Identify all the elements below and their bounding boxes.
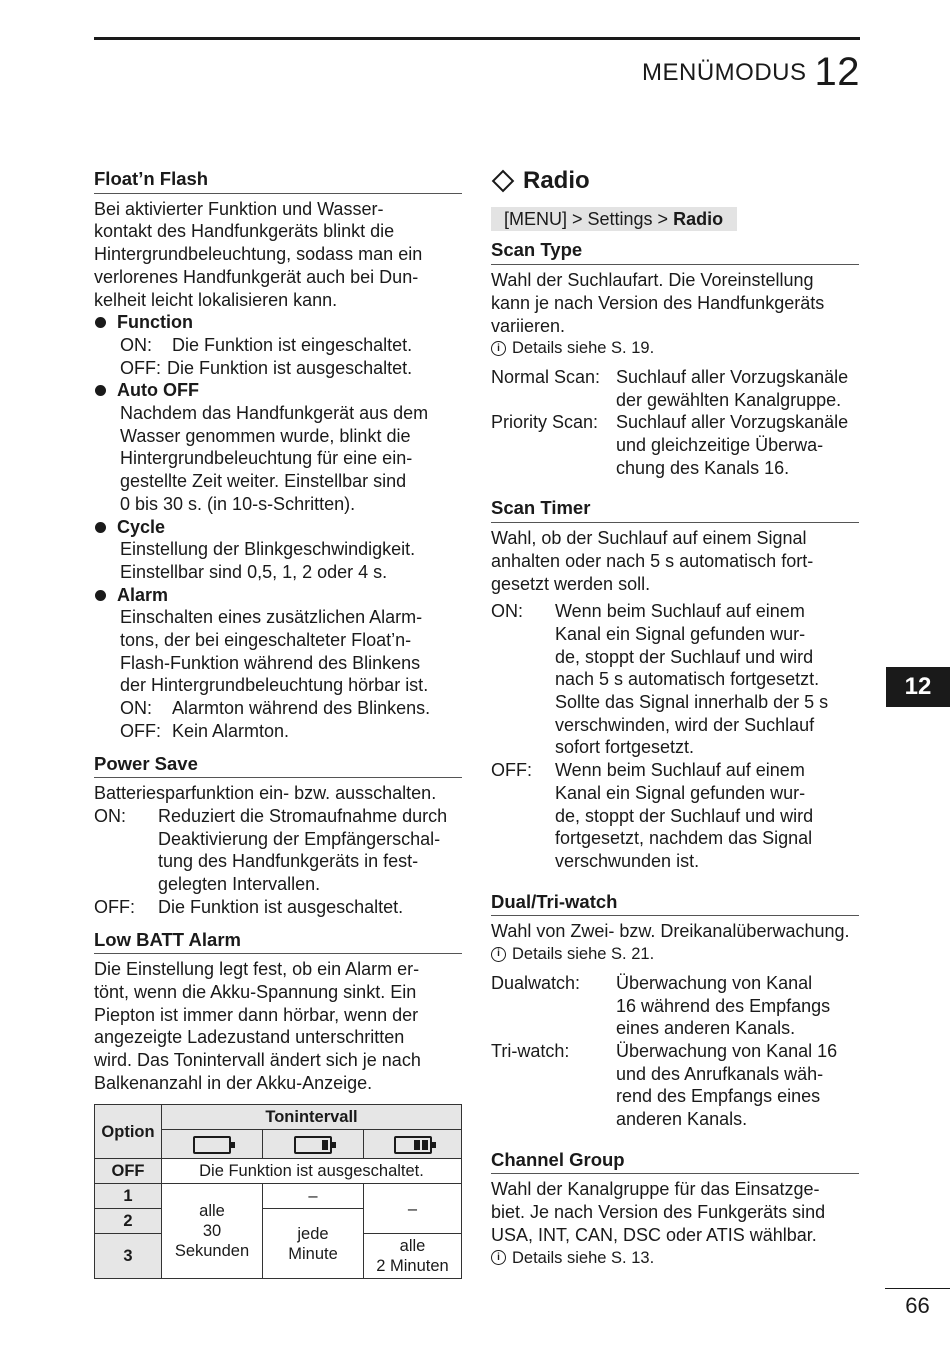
text-line: rend des Empfangs eines bbox=[616, 1086, 821, 1107]
text-line: fortgesetzt, nachdem das Signal bbox=[555, 828, 813, 849]
option-key: Priority Scan: bbox=[491, 412, 599, 433]
option-value bbox=[616, 366, 859, 411]
thirty-seconds-cell bbox=[162, 1184, 263, 1279]
battery-two-bars-icon bbox=[394, 1136, 432, 1154]
option-value bbox=[616, 411, 859, 479]
low-batt-intro bbox=[94, 958, 462, 1094]
scan-type-heading: Scan Type bbox=[491, 239, 859, 265]
diamond-icon bbox=[492, 170, 515, 193]
text-line: Einstellbar sind 0,5, 1, 2 oder 4 s. bbox=[120, 561, 388, 582]
option-value bbox=[555, 600, 859, 759]
dual-tri-heading: Dual/Tri-watch bbox=[491, 891, 859, 917]
power-save-off-row bbox=[94, 896, 462, 919]
option-key: ON: bbox=[120, 698, 153, 719]
float-flash-heading: Float’n Flash bbox=[94, 168, 462, 194]
off-text-cell: Die Funktion ist ausgeschaltet. bbox=[162, 1159, 462, 1184]
text-line: Wenn beim Suchlauf auf einem bbox=[555, 760, 805, 781]
battery-empty-icon bbox=[193, 1136, 231, 1154]
menu-path-last: Radio bbox=[673, 208, 724, 229]
page-number: 66 bbox=[885, 1288, 950, 1319]
option-value: Die Funktion ist ausgeschaltet. bbox=[158, 896, 404, 917]
note-text: Details siehe S. 21. bbox=[512, 945, 655, 964]
top-rule bbox=[94, 37, 860, 40]
menu-path-prefix: [MENU] > Settings > bbox=[504, 208, 674, 229]
triwatch-row bbox=[491, 1040, 859, 1131]
auto-off-bullet: Auto OFF bbox=[94, 379, 462, 402]
text-line: gestellte Zeit weiter. Einstellbar sind bbox=[120, 471, 407, 492]
note-text: Details siehe S. 13. bbox=[512, 1248, 655, 1267]
radio-title: Radio bbox=[523, 167, 590, 194]
alarm-text bbox=[94, 606, 462, 697]
text-line: der gewählten Kanalgruppe. bbox=[616, 389, 842, 410]
option-value bbox=[555, 759, 859, 873]
normal-scan-row bbox=[491, 366, 859, 411]
text-line: und gleichzeitige Überwa- bbox=[616, 435, 824, 456]
text-line: Flash-Funktion während des Blinkens bbox=[120, 652, 421, 673]
battery-empty-cell bbox=[162, 1130, 263, 1159]
text-line: Kanal ein Signal gefunden wur- bbox=[555, 623, 806, 644]
text-line: variieren. bbox=[491, 315, 566, 336]
cycle-bullet: Cycle bbox=[94, 516, 462, 539]
text-line: gesetzt werden soll. bbox=[491, 573, 651, 594]
text-line: der Hintergrundbeleuchtung hörbar ist. bbox=[120, 675, 429, 696]
text-line: kontakt des Handfunkgeräts blinkt die bbox=[94, 221, 395, 242]
text-line: Wahl, ob der Suchlauf auf einem Signal bbox=[491, 528, 807, 549]
chapter-number: 12 bbox=[814, 50, 860, 94]
scan-type-note bbox=[491, 337, 859, 360]
text-line: Piepton ist immer dann hörbar, wenn der bbox=[94, 1004, 419, 1025]
left-column bbox=[94, 168, 462, 1279]
option-key: Normal Scan: bbox=[491, 366, 601, 387]
info-icon: i bbox=[491, 341, 506, 356]
dualwatch-row bbox=[491, 972, 859, 1040]
text-line: gelegten Intervallen. bbox=[158, 874, 321, 895]
text-line: de, stoppt der Suchlauf und wird bbox=[555, 805, 814, 826]
row-label-3: 3 bbox=[95, 1234, 162, 1279]
text-line: Wahl von Zwei- bzw. Dreikanalüberwachung. bbox=[491, 921, 850, 942]
cycle-text bbox=[94, 538, 462, 583]
alarm-off-row bbox=[94, 720, 462, 743]
channel-group-note bbox=[491, 1247, 859, 1270]
row-label-1: 1 bbox=[95, 1184, 162, 1209]
text-line: tönt, wenn die Akku-Spannung sinkt. Ein bbox=[94, 981, 417, 1002]
dash-cell: – bbox=[263, 1184, 364, 1209]
text-line: anderen Kanals. bbox=[616, 1109, 748, 1130]
right-column bbox=[491, 168, 859, 1269]
text-line: Überwachung von Kanal bbox=[616, 972, 813, 993]
cell-line: Minute bbox=[288, 1244, 338, 1263]
power-save-on-row bbox=[94, 805, 462, 896]
text-line: verschwunden ist. bbox=[555, 850, 700, 871]
option-value bbox=[158, 805, 462, 896]
cell-line: 30 bbox=[202, 1222, 222, 1241]
battery-one-bar-icon bbox=[294, 1136, 332, 1154]
option-header: Option bbox=[95, 1105, 162, 1159]
text-line: Deaktivierung der Empfängerschal- bbox=[158, 828, 441, 849]
option-value: Alarmton während des Blinkens. bbox=[172, 698, 431, 719]
row-label-off: OFF bbox=[95, 1159, 162, 1184]
text-line: kelheit leicht lokalisieren kann. bbox=[94, 289, 338, 310]
text-line: 16 während des Empfangs bbox=[616, 995, 831, 1016]
text-line: verschwinden, wird der Suchlauf bbox=[555, 714, 815, 735]
text-line: Einschalten eines zusätzlichen Alarm- bbox=[120, 607, 423, 628]
text-line: anhalten oder nach 5 s automatisch fort- bbox=[491, 550, 814, 571]
row-label-2: 2 bbox=[95, 1209, 162, 1234]
text-line: tons, der bei eingeschalteter Float’n- bbox=[120, 630, 412, 651]
text-line: Nachdem das Handfunkgerät aus dem bbox=[120, 403, 429, 424]
cell-line: alle bbox=[399, 1237, 426, 1256]
priority-scan-row bbox=[491, 411, 859, 479]
text-line: angezeigte Ladezustand unterschritten bbox=[94, 1027, 405, 1048]
text-line: Reduziert die Stromaufnahme durch bbox=[158, 805, 448, 826]
text-line: Balkenanzahl in der Akku-Anzeige. bbox=[94, 1072, 373, 1093]
text-line: Hintergrundbeleuchtung für eine ein- bbox=[120, 448, 413, 469]
scan-timer-off-row bbox=[491, 759, 859, 873]
chapter-header bbox=[642, 50, 860, 95]
radio-heading bbox=[491, 167, 859, 194]
text-line: und des Anrufkanals wäh- bbox=[616, 1063, 824, 1084]
float-flash-intro bbox=[94, 198, 462, 312]
low-batt-table bbox=[94, 1104, 462, 1279]
interval-header: Tonintervall bbox=[162, 1105, 462, 1130]
function-bullet: Function bbox=[94, 311, 462, 334]
dash-cell-2: – bbox=[364, 1184, 462, 1234]
text-line: Suchlauf aller Vorzugskanäle bbox=[616, 366, 849, 387]
text-line: verlorenes Handfunkgerät auch bei Dun- bbox=[94, 266, 419, 287]
option-key: Tri-watch: bbox=[491, 1040, 570, 1061]
chapter-title: MENÜMODUS bbox=[642, 59, 807, 86]
minute-cell bbox=[263, 1209, 364, 1279]
chapter-side-tab: 12 bbox=[886, 667, 950, 707]
option-key: OFF: bbox=[491, 760, 532, 781]
text-line: Wahl der Kanalgruppe für das Einsatzge- bbox=[491, 1179, 820, 1200]
text-line: USA, INT, CAN, DSC oder ATIS wählbar. bbox=[491, 1224, 817, 1245]
option-key: ON: bbox=[491, 601, 524, 622]
power-save-heading: Power Save bbox=[94, 753, 462, 779]
text-line: Hintergrundbeleuchtung, sodass man ein bbox=[94, 244, 423, 265]
option-key: OFF: bbox=[120, 720, 161, 741]
text-line: sofort fortgesetzt. bbox=[555, 737, 695, 758]
cell-line: 2 Minuten bbox=[376, 1257, 449, 1276]
option-key: ON: bbox=[120, 334, 153, 355]
cell-line: jede bbox=[297, 1224, 329, 1243]
option-value bbox=[616, 1040, 859, 1131]
option-key: Dualwatch: bbox=[491, 972, 581, 993]
cell-line: alle bbox=[199, 1202, 225, 1221]
text-line: Einstellung der Blinkgeschwindigkeit. bbox=[120, 539, 416, 560]
dual-tri-note bbox=[491, 943, 859, 966]
alarm-bullet: Alarm bbox=[94, 584, 462, 607]
text-line: Wahl der Suchlaufart. Die Voreinstellung bbox=[491, 270, 814, 291]
option-value: Kein Alarmton. bbox=[172, 720, 290, 741]
text-line: chung des Kanals 16. bbox=[616, 457, 790, 478]
function-off-row bbox=[94, 357, 462, 380]
text-line: Die Einstellung legt fest, ob ein Alarm er- bbox=[94, 959, 420, 980]
info-icon: i bbox=[491, 947, 506, 962]
text-line: tung des Handfunkgeräts in fest- bbox=[158, 851, 419, 872]
channel-group-heading: Channel Group bbox=[491, 1149, 859, 1175]
option-value: Die Funktion ist eingeschaltet. bbox=[172, 334, 413, 355]
option-key: OFF: bbox=[120, 357, 161, 378]
scan-timer-heading: Scan Timer bbox=[491, 497, 859, 523]
text-line: biet. Je nach Version des Funkgeräts sind bbox=[491, 1202, 826, 1223]
option-value bbox=[616, 972, 859, 1040]
battery-two-bars-cell bbox=[364, 1130, 462, 1159]
text-line: Kanal ein Signal gefunden wur- bbox=[555, 782, 806, 803]
text-line: Wasser genommen wurde, blinkt die bbox=[120, 425, 411, 446]
text-line: 0 bis 30 s. (in 10-s-Schritten). bbox=[120, 493, 356, 514]
text-line: eines anderen Kanals. bbox=[616, 1018, 796, 1039]
option-key: ON: bbox=[94, 805, 127, 826]
info-icon: i bbox=[491, 1250, 506, 1265]
two-minutes-cell bbox=[364, 1234, 462, 1279]
scan-timer-on-row bbox=[491, 600, 859, 759]
text-line: Wenn beim Suchlauf auf einem bbox=[555, 601, 805, 622]
text-line: wird. Das Tonintervall ändert sich je nach bbox=[94, 1050, 421, 1071]
cell-line: Sekunden bbox=[174, 1242, 250, 1261]
function-on-row bbox=[94, 334, 462, 357]
text-line: Überwachung von Kanal 16 bbox=[616, 1040, 838, 1061]
low-batt-heading: Low BATT Alarm bbox=[94, 929, 462, 955]
text-line: de, stoppt der Suchlauf und wird bbox=[555, 646, 814, 667]
power-save-intro: Batteriesparfunktion ein- bzw. ausschalten. bbox=[94, 783, 437, 804]
auto-off-text bbox=[94, 402, 462, 516]
battery-one-bar-cell bbox=[263, 1130, 364, 1159]
option-key: OFF: bbox=[94, 896, 135, 917]
alarm-on-row bbox=[94, 697, 462, 720]
text-line: kann je nach Version des Handfunkgeräts bbox=[491, 292, 825, 313]
note-text: Details siehe S. 19. bbox=[512, 339, 655, 358]
text-line: Bei aktivierter Funktion und Wasser- bbox=[94, 198, 384, 219]
text-line: Suchlauf aller Vorzugskanäle bbox=[616, 412, 849, 433]
menu-path bbox=[491, 207, 737, 232]
option-value: Die Funktion ist ausgeschaltet. bbox=[167, 357, 413, 378]
text-line: nach 5 s automatisch fortgesetzt. bbox=[555, 669, 820, 690]
text-line: Sollte das Signal innerhalb der 5 s bbox=[555, 692, 829, 713]
